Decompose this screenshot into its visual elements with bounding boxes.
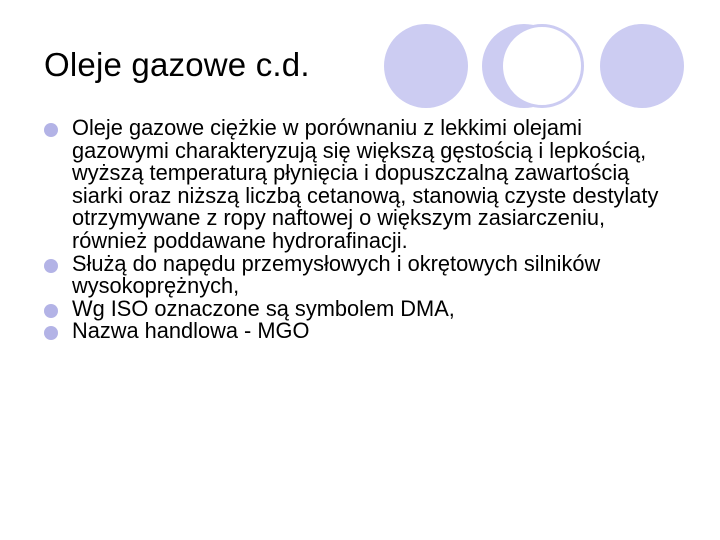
bullet-dot-icon [44, 304, 58, 318]
bullet-dot-icon [44, 259, 58, 273]
bullet-text: Wg ISO oznaczone są symbolem DMA, [72, 295, 455, 321]
bullet-item [44, 117, 684, 253]
decorative-circle-outline [500, 24, 584, 108]
bullet-item [44, 320, 684, 343]
bullet-item [44, 250, 684, 299]
decorative-circle-filled-1 [384, 24, 468, 108]
bullet-text: Oleje gazowe ciężkie w porównaniu z lekkimi olejami gazowymi charakteryzują się większą gęstością i lepkością, wyższą temperaturą płynięcia i dopuszczalną zawartością siarki oraz niższą liczbą cetanową, stanowią czyste destylaty otrzymywane z ropy naftowej o większym zasiarczeniu, również poddawane hydrorafinacji. [72, 115, 659, 253]
bullet-list [44, 117, 684, 343]
bullet-dot-icon [44, 123, 58, 137]
bullet-dot-icon [44, 326, 58, 340]
bullet-text: Nazwa handlowa - MGO [72, 318, 310, 344]
bullet-text: Służą do napędu przemysłowych i okrętowych silników wysokoprężnych, [72, 250, 601, 299]
decorative-circle-filled-3 [600, 24, 684, 108]
slide-title: Oleje gazowe c.d. [44, 46, 310, 83]
bullet-item [44, 295, 684, 321]
